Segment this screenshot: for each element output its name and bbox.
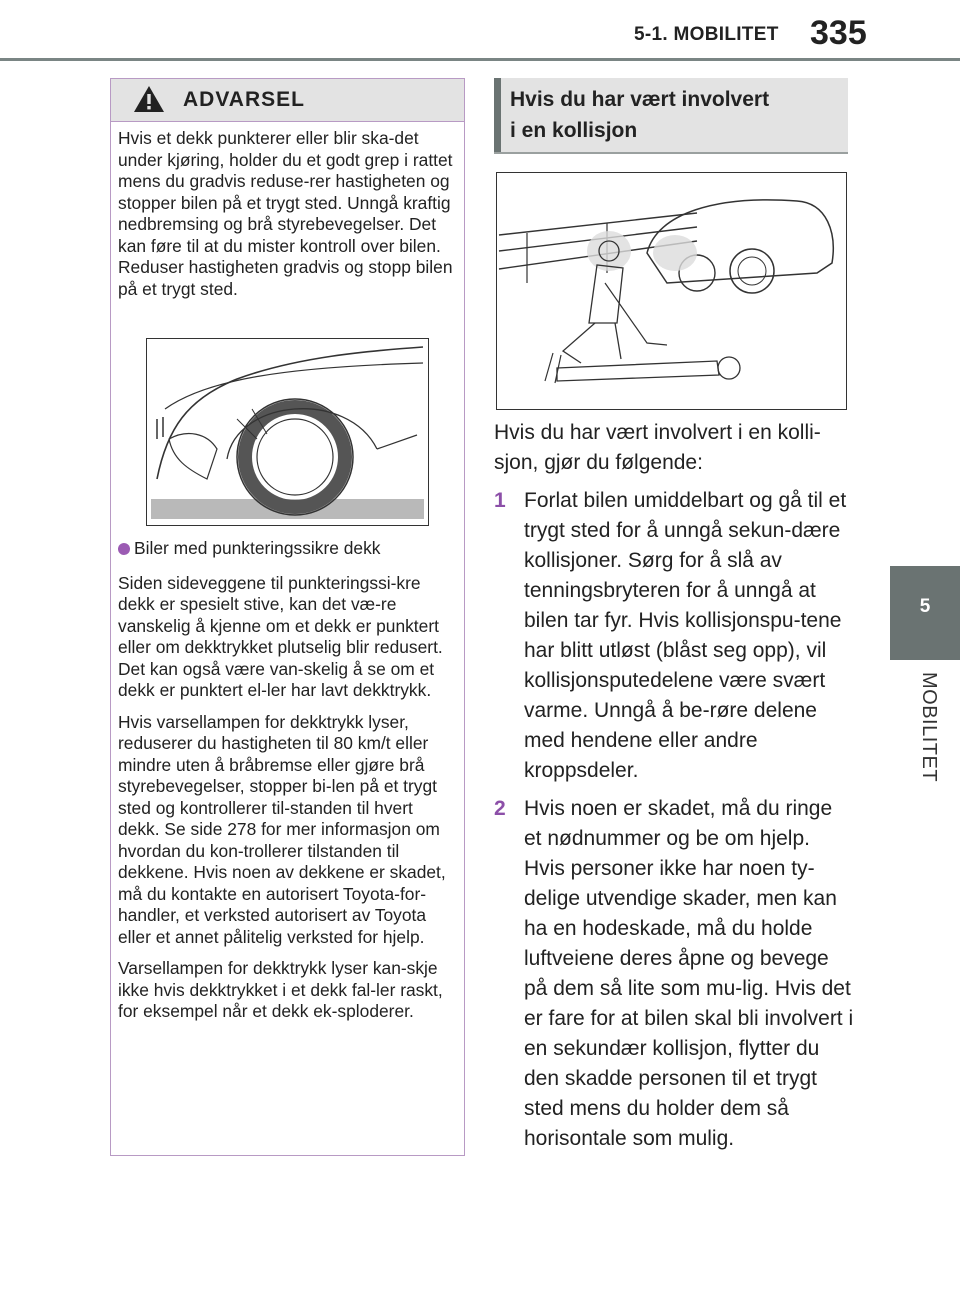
step-number: 2 — [494, 797, 506, 820]
step-item — [494, 794, 854, 1154]
header-rule — [0, 58, 960, 61]
warning-paragraph: Hvis et dekk punkterer eller blir ska-det under kjøring, holder du et godt grep i rattet mens du gradvis reduse-rer hastigheten og stopper bilen på et trygt sted. Unngå kraftig nedbremsing og brå styrebevegelser. Det kan føre til at du mister kontroll over bilen. Reduser hastigheten gradvis og stopp bilen på et trygt sted. — [118, 128, 453, 299]
warning-header — [111, 79, 464, 122]
collision-illustration — [496, 172, 847, 410]
step-number: 1 — [494, 489, 506, 512]
chapter-tab-number: 5 — [919, 596, 931, 617]
page-number: 335 — [810, 14, 867, 52]
section-heading-bar — [494, 78, 501, 152]
section-intro: Hvis du har vært involvert i en kolli-sjon, gjør du følgende: — [494, 421, 821, 474]
step-text: Forlat bilen umiddelbart og gå til et trygt sted for å unngå sekun-dære kollisjoner. Sørg for å slå av tenningsbryteren for å unngå at bilen tar fyr. Hvis kollisjonspu-tene har blitt utløst (blåst seg opp), vil kollisjonsputedelene være svært varme. Unngå å be-røre delene med hendene eller andre kroppsdeler. — [524, 489, 847, 782]
section-title — [510, 84, 769, 146]
warning-triangle-icon — [133, 85, 165, 118]
warning-box — [110, 78, 465, 1156]
warning-body — [111, 122, 464, 1023]
chapter-tab-label: MOBILITET — [918, 672, 940, 783]
section-body — [494, 418, 854, 1162]
step-text: Hvis noen er skadet, må du ringe et nødnummer og be om hjelp. Hvis personer ikke har noen ty-delige utvendige skader, men kan ha en hodeskade, må du holde luftveiene deres åpne og bevege på dem så lite som mu-lig. Hvis det er fare for at bilen skal bli involvert i en sekundær kollisjon, flytter du den skadde personen til et trygt sted mens du holder dem så horisontale som mulig. — [524, 797, 854, 1150]
step-item — [494, 486, 854, 786]
bullet-item — [118, 538, 454, 560]
bullet-text: Biler med punkteringssikre dekk — [134, 538, 381, 558]
section-title-line: i en kollisjon — [510, 119, 638, 142]
warning-title: ADVARSEL — [183, 88, 305, 111]
bullet-dot-icon — [118, 543, 130, 555]
warning-paragraph: Hvis varsellampen for dekktrykk lyser, reduserer du hastigheten til 80 km/t eller mindre uten å bråbremse eller gjøre brå styrebevegelser, stopper bi-len på et trygt sted og kontrollerer til-standen til hvert dekk. Se side 278 for mer informasjon om hvordan du kon-trollerer tilstanden til dekkene. Hvis noen av dekkene er skadet, må du kontakte en autorisert Toyota-for-handler, et verksted autorisert av Toyota eller et annet pålitelig verksted for hjelp. — [118, 711, 446, 947]
section-title-line: Hvis du har vært involvert — [510, 88, 770, 111]
tire-illustration — [146, 338, 429, 526]
warning-paragraph: Siden sideveggene til punkteringssi-kre dekk er spesielt stive, kan det væ-re vanskelig å kjenne om et dekk er punktert eller om dekktrykket plutselig blir redusert. Det kan også være van-skelig å se om et dekk er punktert el-ler har lavt dekktrykk. — [118, 572, 443, 700]
warning-paragraph: Varsellampen for dekktrykk lyser kan-skje ikke hvis dekktrykket i et dekk fal-ler raskt, for eksempel når et dekk ek-sploderer. — [118, 958, 443, 1021]
running-header-section: 5-1. MOBILITET — [634, 24, 779, 45]
section-heading — [494, 78, 848, 154]
